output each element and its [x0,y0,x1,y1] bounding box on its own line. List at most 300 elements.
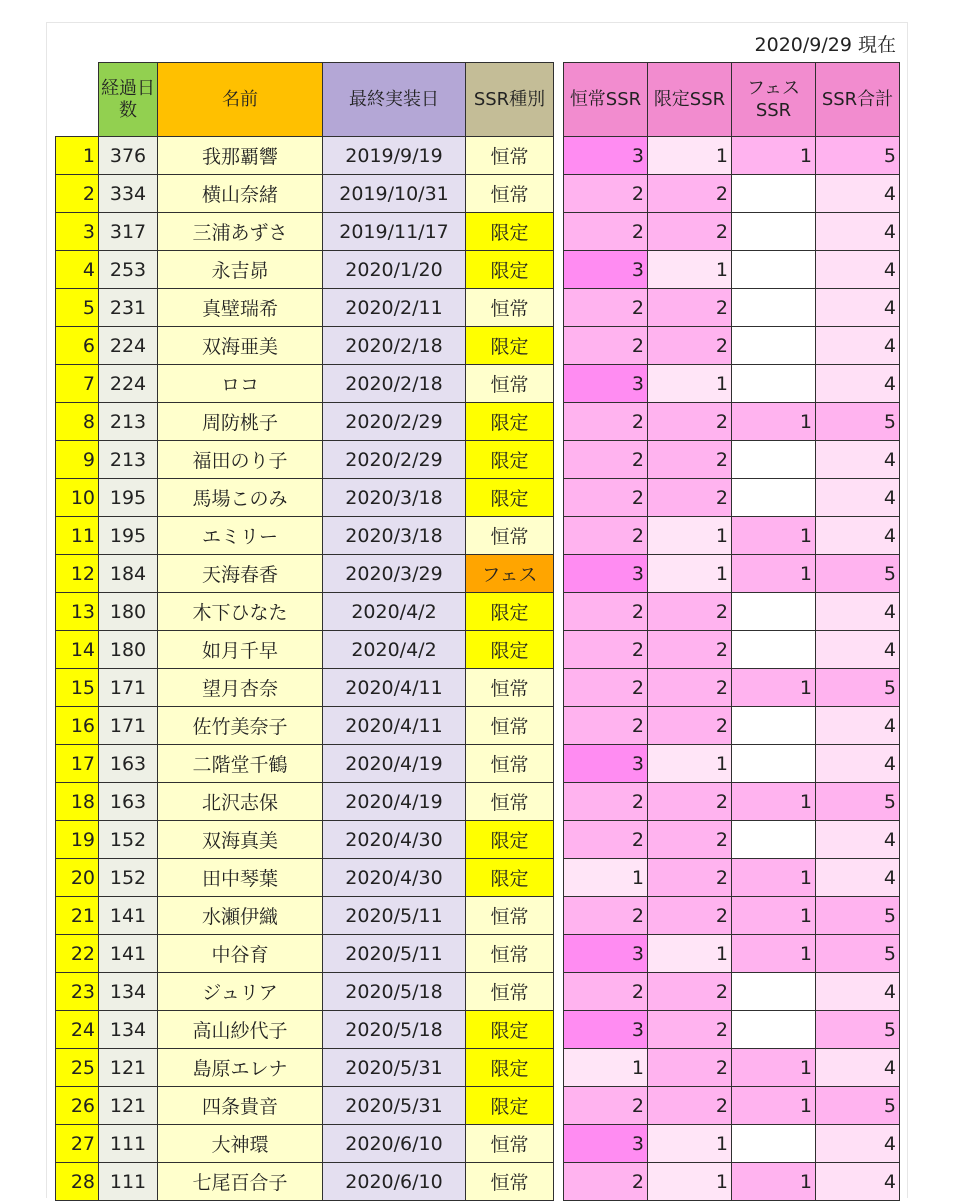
table-row [564,593,900,631]
total-ssr-cell: 4 [816,745,900,783]
table-row [56,441,554,479]
table-row [564,327,900,365]
ssr-type-cell: 恒常 [466,289,554,327]
limited-ssr-cell: 1 [648,745,732,783]
elapsed-days-cell: 195 [99,517,158,555]
rank-cell: 6 [56,327,99,365]
regular-ssr-cell: 2 [564,479,648,517]
left-header-row [56,63,554,137]
table-row [564,251,900,289]
rank-cell: 4 [56,251,99,289]
idol-name-cell: 四条貴音 [158,1087,323,1125]
fes-ssr-cell: 1 [732,517,816,555]
regular-ssr-cell: 3 [564,1125,648,1163]
fes-ssr-cell: 1 [732,783,816,821]
table-row [56,859,554,897]
elapsed-days-cell: 213 [99,441,158,479]
fes-ssr-cell: 1 [732,1049,816,1087]
total-ssr-cell: 5 [816,935,900,973]
idol-info-table [55,62,554,1201]
release-date-cell: 2020/4/11 [323,707,466,745]
fes-ssr-cell [732,479,816,517]
table-row [56,783,554,821]
idol-name-cell: 横山奈緒 [158,175,323,213]
rank-cell: 16 [56,707,99,745]
rank-cell: 7 [56,365,99,403]
limited-ssr-cell: 1 [648,137,732,175]
release-date-cell: 2020/5/31 [323,1087,466,1125]
regular-ssr-cell: 2 [564,213,648,251]
idol-name-cell: 真壁瑞希 [158,289,323,327]
regular-ssr-cell: 3 [564,251,648,289]
idol-name-cell: 高山紗代子 [158,1011,323,1049]
ssr-type-cell: 恒常 [466,669,554,707]
fes-ssr-cell [732,251,816,289]
elapsed-days-cell: 180 [99,631,158,669]
regular-ssr-cell: 2 [564,669,648,707]
regular-ssr-cell: 2 [564,1163,648,1201]
rank-cell: 18 [56,783,99,821]
elapsed-days-cell: 184 [99,555,158,593]
elapsed-days-cell: 111 [99,1163,158,1201]
idol-name-cell: 天海春香 [158,555,323,593]
ssr-type-cell: 限定 [466,1049,554,1087]
table-row [56,707,554,745]
regular-ssr-cell: 3 [564,935,648,973]
total-ssr-cell: 5 [816,669,900,707]
table-row [564,973,900,1011]
rank-cell: 19 [56,821,99,859]
table-row [564,365,900,403]
release-date-cell: 2020/5/11 [323,897,466,935]
idol-name-cell: 周防桃子 [158,403,323,441]
table-row [56,1125,554,1163]
elapsed-days-cell: 334 [99,175,158,213]
ssr-type-cell: 恒常 [466,897,554,935]
table-row [56,1163,554,1201]
total-ssr-cell: 4 [816,973,900,1011]
limited-ssr-cell: 2 [648,859,732,897]
total-ssr-cell: 4 [816,707,900,745]
idol-name-cell: 双海真美 [158,821,323,859]
release-date-cell: 2020/1/20 [323,251,466,289]
elapsed-days-cell: 134 [99,973,158,1011]
elapsed-days-cell: 134 [99,1011,158,1049]
rank-cell: 12 [56,555,99,593]
ssr-type-cell: 恒常 [466,175,554,213]
fes-ssr-cell [732,175,816,213]
table-row [564,745,900,783]
table-row [564,1087,900,1125]
total-ssr-cell: 4 [816,517,900,555]
ssr-type-cell: 恒常 [466,707,554,745]
rank-header-blank [56,63,99,137]
release-date-cell: 2020/6/10 [323,1163,466,1201]
elapsed-days-cell: 171 [99,669,158,707]
regular-ssr-cell: 3 [564,137,648,175]
limited-ssr-cell: 2 [648,821,732,859]
ssr-type-cell: 恒常 [466,1163,554,1201]
total-ssr-cell: 4 [816,631,900,669]
idol-name-cell: 大神環 [158,1125,323,1163]
limited-ssr-cell: 1 [648,935,732,973]
idol-name-cell: 我那覇響 [158,137,323,175]
table-row [564,403,900,441]
elapsed-days-cell: 163 [99,783,158,821]
limited-ssr-cell: 2 [648,783,732,821]
table-row [56,289,554,327]
ssr-type-cell: 限定 [466,441,554,479]
regular-ssr-cell: 2 [564,707,648,745]
rank-cell: 11 [56,517,99,555]
elapsed-days-cell: 141 [99,897,158,935]
release-date-cell: 2020/2/29 [323,403,466,441]
limited-ssr-cell: 2 [648,593,732,631]
total-ssr-cell: 5 [816,1011,900,1049]
total-ssr-cell: 4 [816,1049,900,1087]
limited-ssr-cell: 2 [648,669,732,707]
regular-ssr-cell: 1 [564,859,648,897]
release-date-cell: 2020/3/29 [323,555,466,593]
fes-ssr-cell [732,327,816,365]
fes-ssr-cell: 1 [732,1087,816,1125]
release-date-cell: 2020/3/18 [323,479,466,517]
table-row [564,783,900,821]
release-date-cell: 2020/4/30 [323,821,466,859]
idol-name-cell: 七尾百合子 [158,1163,323,1201]
elapsed-days-cell: 231 [99,289,158,327]
ssr-type-cell: 恒常 [466,973,554,1011]
table-row [564,517,900,555]
elapsed-days-cell: 171 [99,707,158,745]
release-date-cell: 2020/4/11 [323,669,466,707]
header-elapsed-days: 経過日数 [99,63,158,137]
fes-ssr-cell: 1 [732,669,816,707]
limited-ssr-cell: 2 [648,441,732,479]
rank-cell: 2 [56,175,99,213]
fes-ssr-cell [732,973,816,1011]
regular-ssr-cell: 2 [564,327,648,365]
header-limited-ssr: 限定SSR [648,63,732,137]
table-row [564,821,900,859]
header-total-ssr: SSR合計 [816,63,900,137]
fes-ssr-cell: 1 [732,555,816,593]
table-row [564,175,900,213]
fes-ssr-cell [732,821,816,859]
fes-ssr-cell [732,707,816,745]
limited-ssr-cell: 2 [648,973,732,1011]
regular-ssr-cell: 2 [564,289,648,327]
table-row [56,935,554,973]
total-ssr-cell: 4 [816,327,900,365]
limited-ssr-cell: 1 [648,251,732,289]
table-row [56,593,554,631]
limited-ssr-cell: 2 [648,479,732,517]
release-date-cell: 2020/4/19 [323,783,466,821]
elapsed-days-cell: 376 [99,137,158,175]
ssr-type-cell: フェス [466,555,554,593]
table-row [56,213,554,251]
fes-ssr-cell: 1 [732,935,816,973]
ssr-type-cell: 恒常 [466,137,554,175]
limited-ssr-cell: 1 [648,1163,732,1201]
fes-ssr-cell: 1 [732,897,816,935]
fes-ssr-cell [732,365,816,403]
rank-cell: 10 [56,479,99,517]
ssr-type-cell: 恒常 [466,745,554,783]
regular-ssr-cell: 2 [564,821,648,859]
release-date-cell: 2019/9/19 [323,137,466,175]
header-fes-ssr: フェスSSR [732,63,816,137]
fes-ssr-cell [732,745,816,783]
header-last-release-date: 最終実装日 [323,63,466,137]
ssr-type-cell: 限定 [466,1087,554,1125]
regular-ssr-cell: 2 [564,517,648,555]
table-row [564,669,900,707]
table-row [564,631,900,669]
release-date-cell: 2020/2/11 [323,289,466,327]
regular-ssr-cell: 2 [564,897,648,935]
release-date-cell: 2019/10/31 [323,175,466,213]
regular-ssr-cell: 3 [564,365,648,403]
idol-name-cell: 馬場このみ [158,479,323,517]
table-row [56,1011,554,1049]
regular-ssr-cell: 2 [564,631,648,669]
limited-ssr-cell: 2 [648,1011,732,1049]
release-date-cell: 2020/2/29 [323,441,466,479]
idol-name-cell: ジュリア [158,973,323,1011]
idol-name-cell: 如月千早 [158,631,323,669]
table-row [564,1049,900,1087]
release-date-cell: 2020/5/11 [323,935,466,973]
release-date-cell: 2020/4/2 [323,631,466,669]
table-row [564,555,900,593]
regular-ssr-cell: 2 [564,593,648,631]
table-row [56,973,554,1011]
total-ssr-cell: 4 [816,251,900,289]
total-ssr-cell: 4 [816,441,900,479]
ssr-type-cell: 限定 [466,327,554,365]
table-row [56,479,554,517]
limited-ssr-cell: 2 [648,1087,732,1125]
table-row [56,175,554,213]
right-header-row [564,63,900,137]
ssr-type-cell: 恒常 [466,1125,554,1163]
release-date-cell: 2020/3/18 [323,517,466,555]
idol-name-cell: 水瀬伊織 [158,897,323,935]
total-ssr-cell: 4 [816,821,900,859]
fes-ssr-cell [732,1011,816,1049]
table-row [56,365,554,403]
total-ssr-cell: 4 [816,1163,900,1201]
release-date-cell: 2019/11/17 [323,213,466,251]
rank-cell: 24 [56,1011,99,1049]
rank-cell: 26 [56,1087,99,1125]
regular-ssr-cell: 3 [564,1011,648,1049]
regular-ssr-cell: 2 [564,441,648,479]
table-row [56,517,554,555]
total-ssr-cell: 4 [816,175,900,213]
rank-cell: 27 [56,1125,99,1163]
elapsed-days-cell: 317 [99,213,158,251]
table-row [564,935,900,973]
rank-cell: 23 [56,973,99,1011]
rank-cell: 3 [56,213,99,251]
elapsed-days-cell: 141 [99,935,158,973]
limited-ssr-cell: 1 [648,1125,732,1163]
elapsed-days-cell: 195 [99,479,158,517]
limited-ssr-cell: 2 [648,327,732,365]
limited-ssr-cell: 1 [648,365,732,403]
table-row [56,1049,554,1087]
ssr-type-cell: 限定 [466,859,554,897]
idol-name-cell: 中谷育 [158,935,323,973]
ssr-type-cell: 限定 [466,251,554,289]
rank-cell: 9 [56,441,99,479]
total-ssr-cell: 4 [816,593,900,631]
release-date-cell: 2020/4/19 [323,745,466,783]
regular-ssr-cell: 2 [564,973,648,1011]
rank-cell: 15 [56,669,99,707]
total-ssr-cell: 4 [816,289,900,327]
ssr-type-cell: 限定 [466,593,554,631]
regular-ssr-cell: 2 [564,783,648,821]
elapsed-days-cell: 152 [99,821,158,859]
idol-name-cell: ロコ [158,365,323,403]
header-ssr-type: SSR種別 [466,63,554,137]
total-ssr-cell: 4 [816,1125,900,1163]
idol-name-cell: 北沢志保 [158,783,323,821]
table-row [56,745,554,783]
fes-ssr-cell [732,289,816,327]
table-row [56,555,554,593]
ssr-type-cell: 限定 [466,213,554,251]
table-row [564,859,900,897]
rank-cell: 21 [56,897,99,935]
total-ssr-cell: 5 [816,403,900,441]
limited-ssr-cell: 2 [648,403,732,441]
limited-ssr-cell: 1 [648,555,732,593]
ssr-type-cell: 恒常 [466,783,554,821]
elapsed-days-cell: 111 [99,1125,158,1163]
idol-name-cell: 二階堂千鶴 [158,745,323,783]
elapsed-days-cell: 253 [99,251,158,289]
rank-cell: 28 [56,1163,99,1201]
rank-cell: 14 [56,631,99,669]
ssr-type-cell: 限定 [466,631,554,669]
table-row [564,213,900,251]
table-row [564,289,900,327]
limited-ssr-cell: 2 [648,631,732,669]
total-ssr-cell: 4 [816,365,900,403]
fes-ssr-cell [732,631,816,669]
table-row [56,327,554,365]
table-row [564,441,900,479]
release-date-cell: 2020/5/31 [323,1049,466,1087]
table-row [564,897,900,935]
fes-ssr-cell: 1 [732,1163,816,1201]
regular-ssr-cell: 1 [564,1049,648,1087]
fes-ssr-cell: 1 [732,403,816,441]
rank-cell: 8 [56,403,99,441]
ssr-count-table [563,62,900,1201]
regular-ssr-cell: 3 [564,555,648,593]
elapsed-days-cell: 224 [99,365,158,403]
rank-cell: 22 [56,935,99,973]
regular-ssr-cell: 2 [564,175,648,213]
fes-ssr-cell [732,1125,816,1163]
idol-name-cell: 三浦あずさ [158,213,323,251]
table-row [56,137,554,175]
regular-ssr-cell: 2 [564,1087,648,1125]
fes-ssr-cell [732,441,816,479]
total-ssr-cell: 4 [816,213,900,251]
idol-name-cell: 木下ひなた [158,593,323,631]
idol-name-cell: エミリー [158,517,323,555]
ssr-type-cell: 恒常 [466,517,554,555]
limited-ssr-cell: 2 [648,1049,732,1087]
fes-ssr-cell [732,213,816,251]
limited-ssr-cell: 2 [648,897,732,935]
table-row [56,821,554,859]
as-of-date-label: 2020/9/29 現在 [754,34,896,56]
table-row [56,403,554,441]
elapsed-days-cell: 213 [99,403,158,441]
elapsed-days-cell: 180 [99,593,158,631]
idol-name-cell: 望月杏奈 [158,669,323,707]
header-regular-ssr: 恒常SSR [564,63,648,137]
ssr-type-cell: 恒常 [466,365,554,403]
rank-cell: 25 [56,1049,99,1087]
limited-ssr-cell: 2 [648,289,732,327]
fes-ssr-cell: 1 [732,859,816,897]
elapsed-days-cell: 121 [99,1049,158,1087]
table-row [564,707,900,745]
idol-name-cell: 田中琴葉 [158,859,323,897]
total-ssr-cell: 4 [816,479,900,517]
release-date-cell: 2020/6/10 [323,1125,466,1163]
fes-ssr-cell [732,593,816,631]
table-row [564,1125,900,1163]
table-row [564,137,900,175]
rank-cell: 5 [56,289,99,327]
total-ssr-cell: 5 [816,783,900,821]
rank-cell: 17 [56,745,99,783]
release-date-cell: 2020/4/30 [323,859,466,897]
total-ssr-cell: 5 [816,1087,900,1125]
limited-ssr-cell: 1 [648,517,732,555]
regular-ssr-cell: 2 [564,403,648,441]
fes-ssr-cell: 1 [732,137,816,175]
table-row [56,897,554,935]
idol-name-cell: 永吉昴 [158,251,323,289]
table-row [56,669,554,707]
total-ssr-cell: 4 [816,859,900,897]
table-row [56,251,554,289]
idol-name-cell: 佐竹美奈子 [158,707,323,745]
elapsed-days-cell: 121 [99,1087,158,1125]
release-date-cell: 2020/2/18 [323,365,466,403]
release-date-cell: 2020/2/18 [323,327,466,365]
rank-cell: 20 [56,859,99,897]
ssr-type-cell: 限定 [466,821,554,859]
ssr-type-cell: 限定 [466,479,554,517]
idol-name-cell: 島原エレナ [158,1049,323,1087]
idol-name-cell: 福田のり子 [158,441,323,479]
elapsed-days-cell: 163 [99,745,158,783]
limited-ssr-cell: 2 [648,707,732,745]
total-ssr-cell: 5 [816,555,900,593]
